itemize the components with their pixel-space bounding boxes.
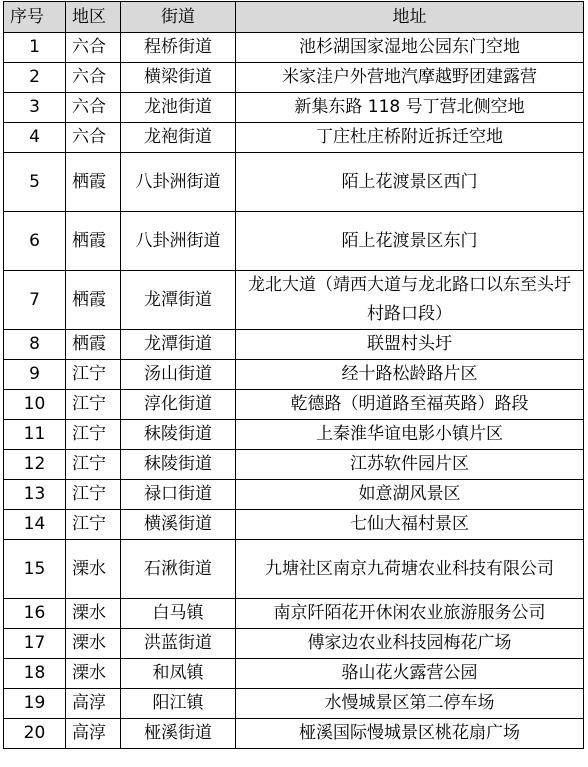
table-row xyxy=(4,629,584,659)
row-no: 19 xyxy=(4,689,66,719)
row-no: 14 xyxy=(4,510,66,540)
table-row xyxy=(4,390,584,420)
header-row xyxy=(4,2,584,33)
row-street: 淳化街道 xyxy=(121,390,236,420)
row-address: 米家洼户外营地汽摩越野团建露营 xyxy=(236,63,584,93)
row-street: 八卦洲街道 xyxy=(121,153,236,212)
row-address: 丁庄杜庄桥附近拆迁空地 xyxy=(236,123,584,153)
table-row xyxy=(4,123,584,153)
row-street: 和凤镇 xyxy=(121,659,236,689)
row-address: 傅家边农业科技园梅花广场 xyxy=(236,629,584,659)
table-row xyxy=(4,599,584,629)
row-no: 12 xyxy=(4,450,66,480)
row-no: 15 xyxy=(4,540,66,599)
row-area: 溧水 xyxy=(66,599,121,629)
row-no: 20 xyxy=(4,719,66,749)
row-no: 5 xyxy=(4,153,66,212)
table-row xyxy=(4,450,584,480)
row-street: 秣陵街道 xyxy=(121,450,236,480)
row-street: 龙潭街道 xyxy=(121,330,236,360)
row-address: 新集东路 118 号丁营北侧空地 xyxy=(236,93,584,123)
row-area: 江宁 xyxy=(66,390,121,420)
row-area: 溧水 xyxy=(66,540,121,599)
row-address: 骆山花火露营公园 xyxy=(236,659,584,689)
row-street: 白马镇 xyxy=(121,599,236,629)
row-address: 经十路松龄路片区 xyxy=(236,360,584,390)
row-address: 乾德路（明道路至福英路）路段 xyxy=(236,390,584,420)
row-street: 八卦洲街道 xyxy=(121,212,236,271)
row-address: 江苏软件园片区 xyxy=(236,450,584,480)
table-row xyxy=(4,360,584,390)
table-row xyxy=(4,33,584,63)
row-address: 陌上花渡景区东门 xyxy=(236,212,584,271)
table-row xyxy=(4,540,584,599)
row-area: 溧水 xyxy=(66,629,121,659)
row-street: 阳江镇 xyxy=(121,689,236,719)
table-row xyxy=(4,330,584,360)
row-area: 六合 xyxy=(66,123,121,153)
row-street: 石湫街道 xyxy=(121,540,236,599)
row-no: 11 xyxy=(4,420,66,450)
table-row xyxy=(4,659,584,689)
row-area: 六合 xyxy=(66,93,121,123)
row-no: 16 xyxy=(4,599,66,629)
row-address: 如意湖风景区 xyxy=(236,480,584,510)
table-row xyxy=(4,420,584,450)
row-street: 横梁街道 xyxy=(121,63,236,93)
table-row xyxy=(4,63,584,93)
row-no: 10 xyxy=(4,390,66,420)
row-no: 2 xyxy=(4,63,66,93)
row-no: 7 xyxy=(4,271,66,330)
table-row xyxy=(4,510,584,540)
header-address: 地址 xyxy=(236,2,584,33)
row-area: 江宁 xyxy=(66,510,121,540)
row-street: 桠溪街道 xyxy=(121,719,236,749)
row-area: 六合 xyxy=(66,33,121,63)
row-area: 高淳 xyxy=(66,689,121,719)
table-body xyxy=(4,33,584,749)
table-row xyxy=(4,480,584,510)
table-row xyxy=(4,271,584,330)
row-address: 水慢城景区第二停车场 xyxy=(236,689,584,719)
header-area: 地区 xyxy=(66,2,121,33)
row-address: 陌上花渡景区西门 xyxy=(236,153,584,212)
row-address: 七仙大福村景区 xyxy=(236,510,584,540)
header-no: 序号 xyxy=(4,2,66,33)
row-address: 南京阡陌花开休闲农业旅游服务公司 xyxy=(236,599,584,629)
row-street: 龙潭街道 xyxy=(121,271,236,330)
row-area: 江宁 xyxy=(66,450,121,480)
row-street: 洪蓝街道 xyxy=(121,629,236,659)
row-no: 1 xyxy=(4,33,66,63)
row-area: 溧水 xyxy=(66,659,121,689)
row-no: 3 xyxy=(4,93,66,123)
table-row xyxy=(4,689,584,719)
row-area: 江宁 xyxy=(66,480,121,510)
row-no: 13 xyxy=(4,480,66,510)
row-area: 栖霞 xyxy=(66,153,121,212)
table-row xyxy=(4,153,584,212)
row-no: 17 xyxy=(4,629,66,659)
row-no: 9 xyxy=(4,360,66,390)
row-address: 龙北大道（靖西大道与龙北路口以东至头圩村路口段） xyxy=(236,271,584,330)
row-area: 栖霞 xyxy=(66,212,121,271)
row-street: 程桥街道 xyxy=(121,33,236,63)
row-area: 栖霞 xyxy=(66,271,121,330)
row-no: 4 xyxy=(4,123,66,153)
row-address: 上秦淮华谊电影小镇片区 xyxy=(236,420,584,450)
row-area: 江宁 xyxy=(66,360,121,390)
row-street: 秣陵街道 xyxy=(121,420,236,450)
table-row xyxy=(4,719,584,749)
row-no: 6 xyxy=(4,212,66,271)
row-address: 联盟村头圩 xyxy=(236,330,584,360)
row-area: 高淳 xyxy=(66,719,121,749)
row-street: 汤山街道 xyxy=(121,360,236,390)
row-area: 六合 xyxy=(66,63,121,93)
row-street: 禄口街道 xyxy=(121,480,236,510)
row-street: 横溪街道 xyxy=(121,510,236,540)
row-no: 18 xyxy=(4,659,66,689)
row-street: 龙袍街道 xyxy=(121,123,236,153)
table-row xyxy=(4,93,584,123)
row-address: 池杉湖国家湿地公园东门空地 xyxy=(236,33,584,63)
table-row xyxy=(4,212,584,271)
row-area: 江宁 xyxy=(66,420,121,450)
row-address: 九塘社区南京九荷塘农业科技有限公司 xyxy=(236,540,584,599)
row-area: 栖霞 xyxy=(66,330,121,360)
row-no: 8 xyxy=(4,330,66,360)
locations-table xyxy=(3,1,584,749)
header-street: 街道 xyxy=(121,2,236,33)
row-street: 龙池街道 xyxy=(121,93,236,123)
row-address: 桠溪国际慢城景区桃花扇广场 xyxy=(236,719,584,749)
